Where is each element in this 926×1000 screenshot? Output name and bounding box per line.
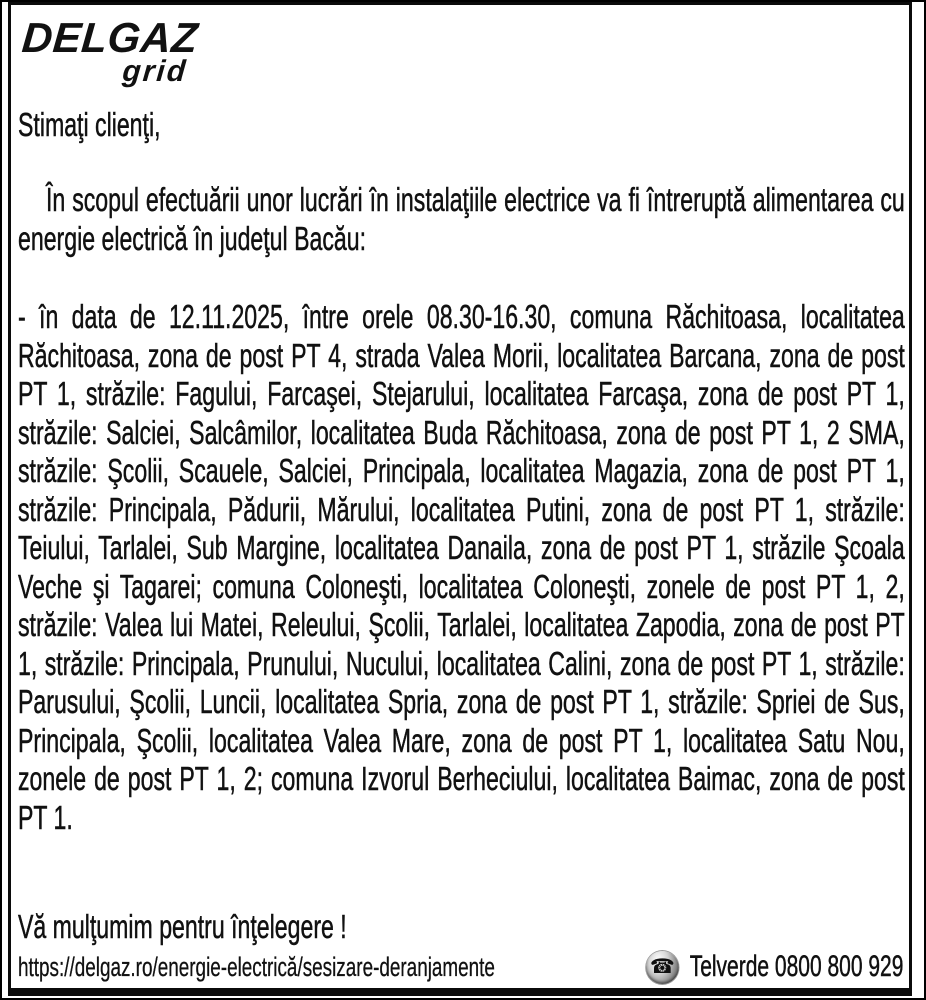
footer [18, 950, 903, 984]
intro-paragraph: În scopul efectuării unor lucrări în instalaţiile electrice va fi întreruptă alimentarea cu energie electrică în judeţul Bacău: [18, 181, 905, 257]
telephone-icon [646, 951, 679, 984]
outage-details-paragraph: - în data de 12.11.2025, între orele 08.30-16.30, comuna Răchitoasa, localitatea Răchitoasa, zona de post PT 4, strada Valea Morii, localitatea Barcana, zona de post PT 1, străzile: Fagului, Farcaşei, Stejarului, localitatea Farcaşa, zona de post PT 1, străzile: Salciei, Salcâmilor, localitatea Buda Răchitoasa, zona de post PT 1, 2 SMA, străzile: Şcolii, Scauele, Salciei, Principala, localitatea Magazia, zona de post PT 1, străzile: Principala, Pădurii, Mărului, localitatea Putini, zona de post PT 1, străzile: Teiului, Tarlalei, Sub Margine, localitatea Danaila, zona de post PT 1, străzile Şcoala Veche şi Tagarei; comuna Coloneşti, localitatea Coloneşti, zonele de post PT 1, 2, străzile: Valea lui Matei, Releului, Şcolii, Tarlalei, localitatea Zapodia, zona de post PT 1, străzile: Principala, Prunului, Nucului, localitatea Calini, zona de post PT 1, străzile: Parusului, Şcolii, Luncii, localitatea Spria, zona de post PT 1, străzile: Spriei de Sus, Principala, Şcolii, localitatea Valea Mare, zona de post PT 1, localitatea Satu Nou, zonele de post PT 1, 2; comuna Izvorul Berheciului, localitatea Baimac, zona de post PT 1. [18, 298, 905, 836]
footer-contact [646, 950, 904, 984]
telverde-label: Telverde 0800 800 929 [689, 950, 904, 983]
closing-line: Vă mulţumim pentru înţelegere ! [18, 908, 347, 945]
logo-brand-text: DELGAZ [20, 14, 200, 61]
logo-sub-text: grid [121, 55, 189, 88]
salutation-line: Stimaţi clienţi, [18, 106, 161, 143]
notice-frame [8, 2, 912, 996]
telephone-icon-glyph: ☎ [649, 956, 675, 978]
footer-url: https://delgaz.ro/energie-electrică/sesizare-deranjamente [18, 952, 495, 982]
notice-body [11, 5, 909, 988]
